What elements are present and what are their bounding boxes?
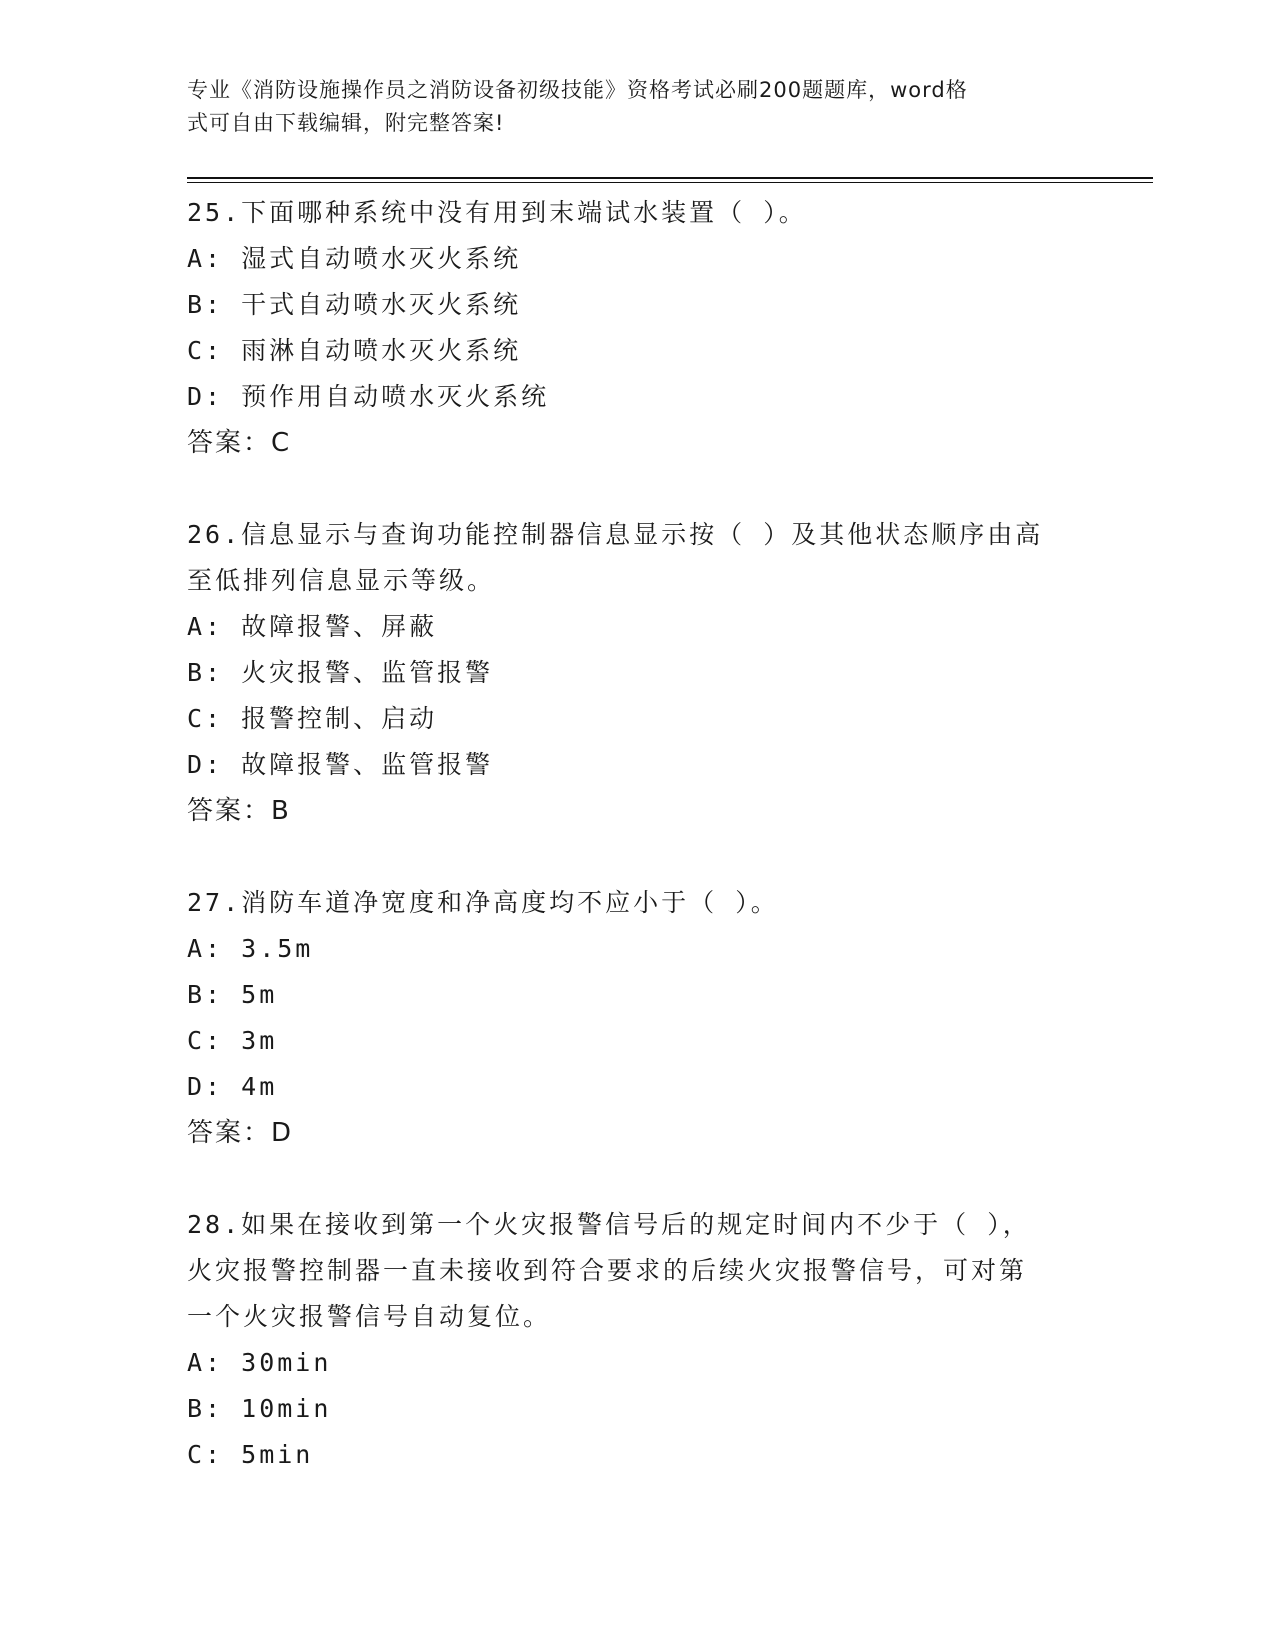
option-c: C: 3m	[187, 1026, 278, 1055]
option-b: B: 10min	[187, 1394, 332, 1423]
option-b: B: 5m	[187, 980, 278, 1009]
option-d: D: 预作用自动喷水灭火系统	[187, 382, 550, 411]
option-a: A: 30min	[187, 1348, 332, 1377]
option-c: C: 雨淋自动喷水灭火系统	[187, 336, 522, 365]
question-stem-continued: 火灾报警控制器一直未接收到符合要求的后续火灾报警信号，可对第	[187, 1256, 1028, 1285]
option-d: D: 故障报警、监管报警	[187, 750, 494, 779]
question-stem-continued: 至低排列信息显示等级。	[187, 566, 496, 595]
header-line-2: 式可自由下载编辑，附完整答案!	[187, 111, 505, 135]
question-stem-continued: 一个火灾报警信号自动复位。	[187, 1302, 552, 1331]
header-divider-thin	[187, 182, 1153, 183]
question-stem: 28.如果在接收到第一个火灾报警信号后的规定时间内不少于（ ），	[187, 1210, 1031, 1239]
answer-label: 答案：B	[187, 796, 291, 826]
question-28	[187, 1202, 1087, 1478]
option-c: C: 报警控制、启动	[187, 704, 438, 733]
option-a: A: 故障报警、屏蔽	[187, 612, 438, 641]
option-b: B: 干式自动喷水灭火系统	[187, 290, 522, 319]
question-list	[187, 190, 1087, 1524]
question-27	[187, 880, 1087, 1156]
option-d: D: 4m	[187, 1072, 278, 1101]
question-stem: 27.消防车道净宽度和净高度均不应小于（ ）。	[187, 888, 779, 917]
option-a: A: 3.5m	[187, 934, 314, 963]
header-divider-thick	[187, 177, 1153, 179]
question-25	[187, 190, 1087, 466]
option-a: A: 湿式自动喷水灭火系统	[187, 244, 522, 273]
option-b: B: 火灾报警、监管报警	[187, 658, 494, 687]
option-c: C: 5min	[187, 1440, 314, 1469]
header-line-1: 专业《消防设施操作员之消防设备初级技能》资格考试必刷200题题库，word格	[187, 78, 968, 102]
answer-label: 答案：D	[187, 1118, 294, 1148]
question-stem: 25.下面哪种系统中没有用到末端试水装置（ ）。	[187, 198, 807, 227]
question-26	[187, 512, 1087, 834]
answer-label: 答案：C	[187, 428, 292, 458]
document-header	[187, 74, 1087, 140]
question-stem: 26.信息显示与查询功能控制器信息显示按（ ）及其他状态顺序由高	[187, 520, 1044, 549]
